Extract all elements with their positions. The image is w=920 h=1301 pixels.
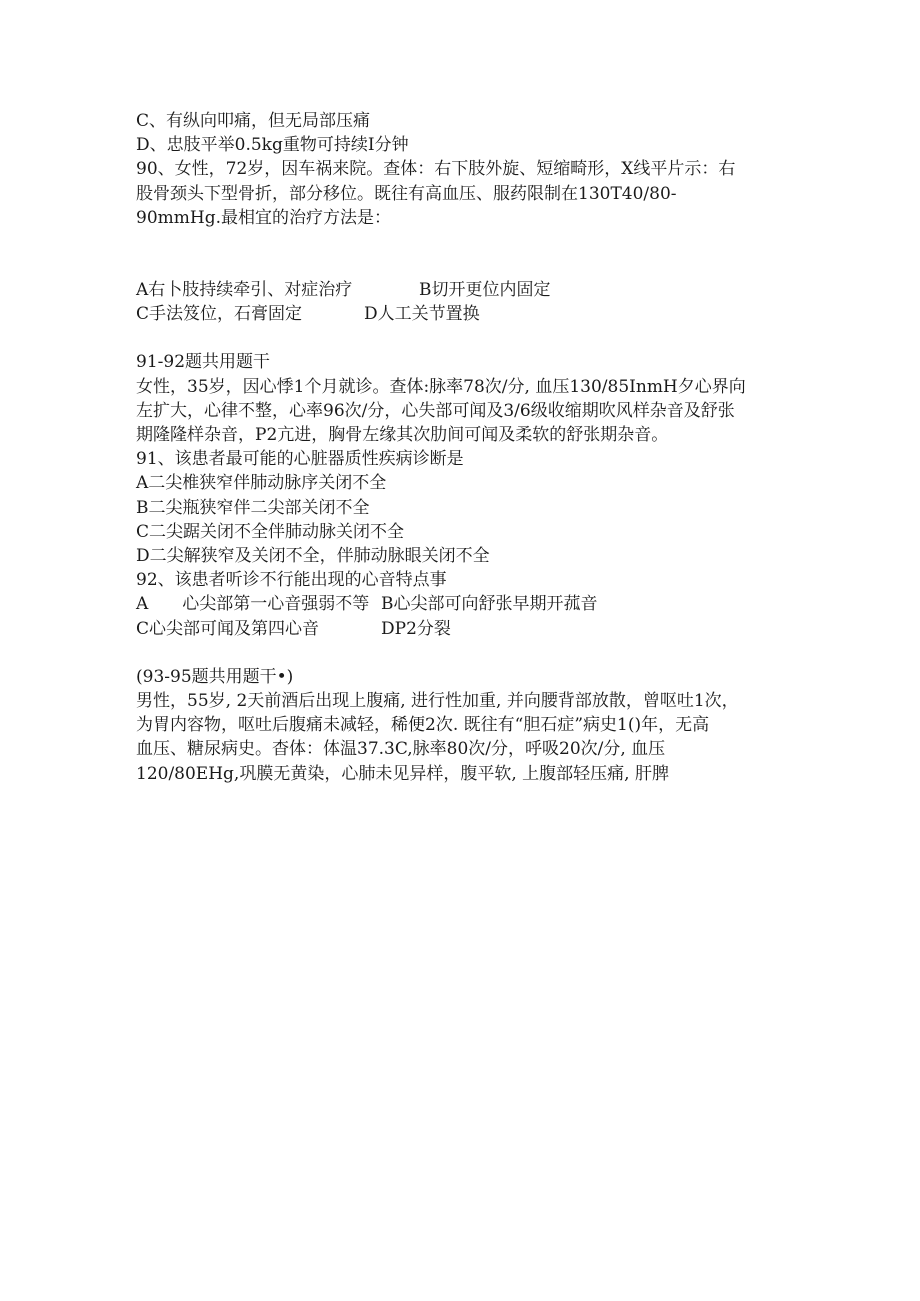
q91-option-c: C二尖踞关闭不全伴肺动脉关闭不全 (136, 521, 405, 542)
q91-option-a: A二尖椎狭窄伴肺动脉序关闭不全 (136, 473, 387, 494)
q90-options-row-1 (136, 278, 796, 302)
case-93-line-2: 为胃内容物，呕吐后腹痛未减轻，稀便2次. 既往有“胆石症”病史1()年，无高 (136, 715, 710, 736)
option-d-line: D、忠肢平举0.5kg重物可持续I分钟 (136, 135, 409, 156)
spacer (136, 326, 796, 350)
q90-option-c: C手法笈位，石膏固定 (136, 304, 303, 325)
q92-option-c: C心尖部可闻及第四心音 (136, 618, 320, 639)
option-c-line: C、有纵向叩痛，但无局部压痛 (136, 111, 371, 131)
case-91-line-2: 左扩大，心律不整，心率96次/分，心失部可闻及3/6级收缩期吹风样杂音及舒张 (136, 400, 735, 421)
q91-option-d: D二尖解狭窄及关闭不全，伴肺动脉眼关闭不全 (136, 546, 490, 567)
q90-option-b: B切开更位内固定 (419, 280, 551, 301)
case-91-line-3: 期隆隆样杂音，P2亢进，胸骨左缘其次肋间可闻及柔软的舒张期杂音。 (136, 425, 669, 446)
q90-option-d: D人工关节置换 (364, 304, 480, 325)
q92-options-row-1 (136, 592, 796, 616)
q90-options-row-2 (136, 302, 796, 326)
q92-option-a: A 心尖部第一心音强弱不等 (136, 594, 370, 615)
spacer (136, 230, 796, 278)
q90-option-a: A右卜肢持续牵引、对症治疗 (136, 280, 353, 301)
q92-option-d: DP2分裂 (381, 618, 451, 639)
group-91-92-heading: 91-92题共用题干 (136, 352, 271, 373)
q92-options-row-2 (136, 617, 796, 641)
question-90-line-1: 90、女性，72岁，因车祸来院。查体：右下肢外旋、短缩畸形，X线平片示：右 (136, 159, 736, 180)
case-93-line-3: 血压、糖尿病史。杳体：体温37.3C,脉率80次/分，呼吸20次/分, 血压 (136, 739, 666, 760)
spacer (136, 641, 796, 665)
q92-option-b: B心尖部可向舒张早期开菰音 (381, 594, 598, 615)
question-90-line-3: 90mmHg.最相宜的治疗方法是： (136, 207, 391, 228)
question-92: 92、该患者听诊不行能出现的心音特点事 (136, 570, 447, 591)
question-90-line-2: 股骨颈头下型骨折，部分移位。既往有高血压、服药限制在130T40∕80- (136, 183, 677, 204)
case-93-line-4: 120/80EHg,巩膜无黄染，心肺未见异样，腹平软, 上腹部轻压痛, 肝脾 (136, 763, 669, 784)
case-93-line-1: 男性，55岁, 2天前酒后出现上腹痛, 进行性加重, 并向腰背部放散，曾呕吐1次， (136, 691, 739, 712)
case-91-line-1: 女性，35岁，因心悸1个月就诊。查体:脉率78次/分, 血压130/85InmH夕心界向 (136, 376, 746, 397)
group-93-95-heading: (93-95题共用题干•) (136, 666, 294, 687)
q91-option-b: B二尖瓶狭窄伴二尖部关闭不全 (136, 497, 370, 518)
document-body (136, 109, 796, 786)
question-91: 91、该患者最可能的心脏器质性疾病诊断是 (136, 449, 464, 470)
